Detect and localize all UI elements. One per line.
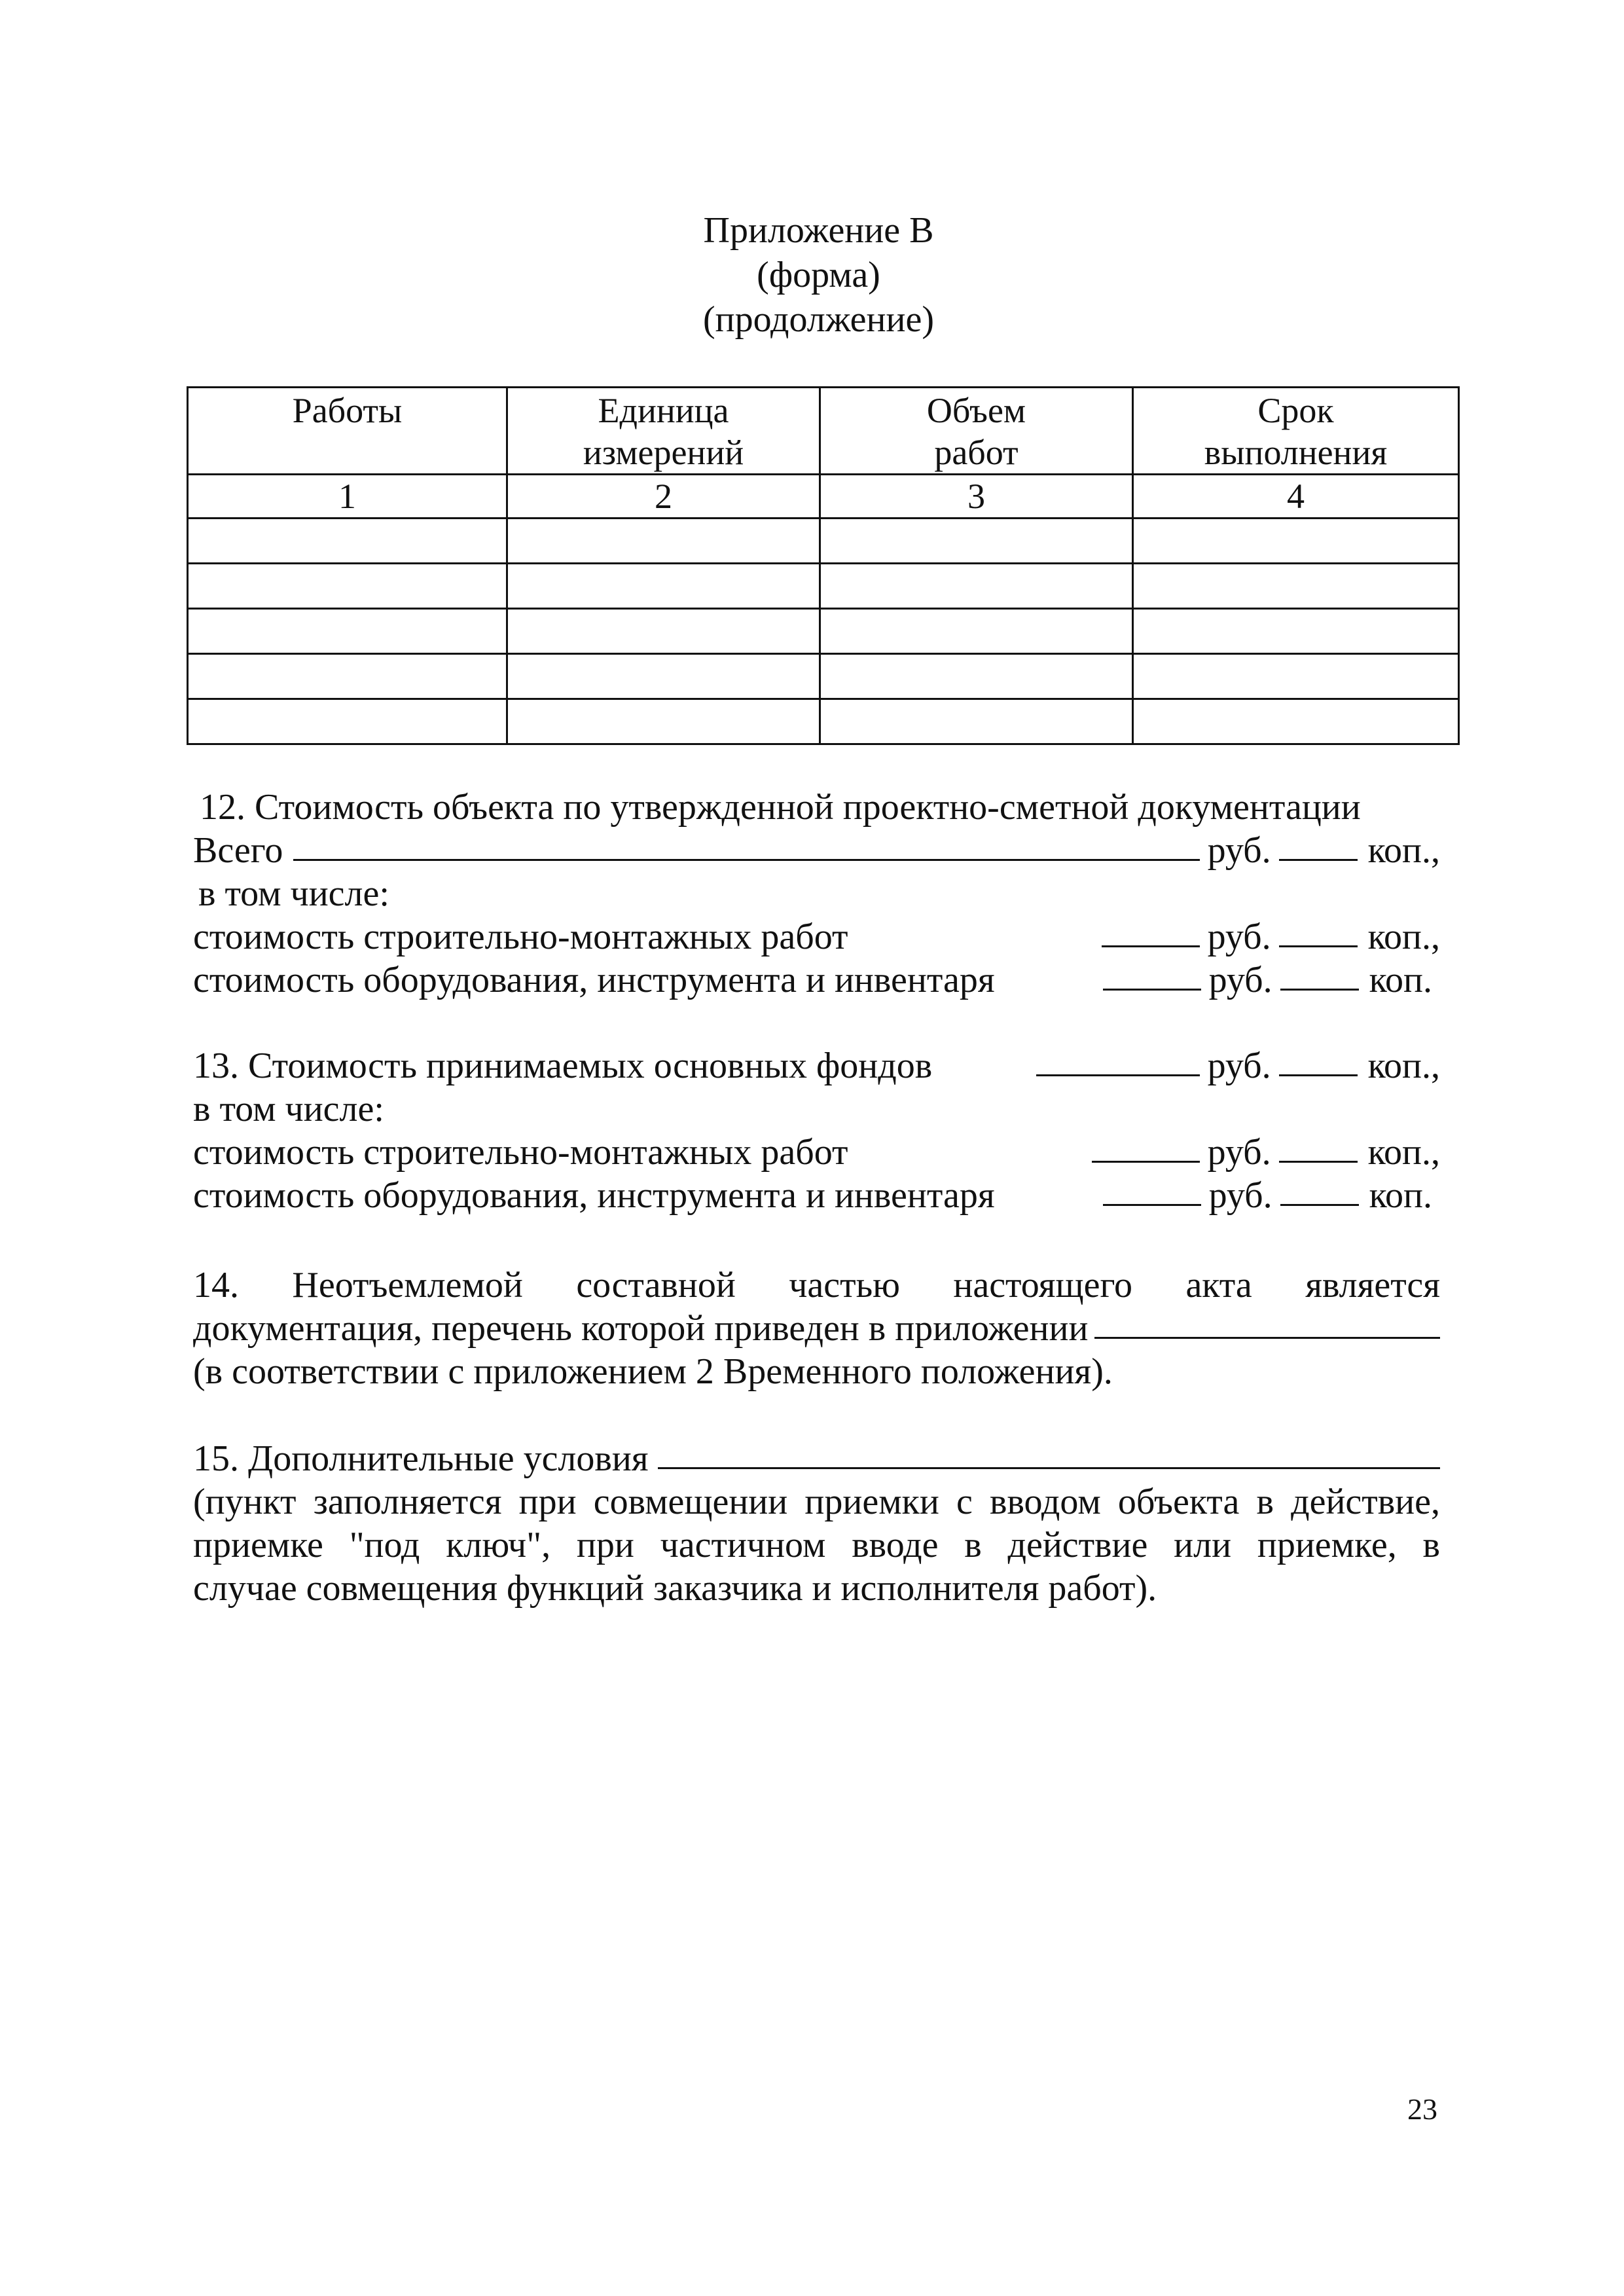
document-heading — [0, 208, 1624, 342]
table-cell[interactable] — [507, 609, 820, 654]
construction-cost-line — [193, 1131, 1440, 1174]
kop-label: коп., — [1367, 917, 1440, 957]
table-cell[interactable] — [1133, 609, 1459, 654]
table-cell[interactable] — [820, 609, 1133, 654]
total-cost-line — [193, 829, 1440, 872]
table-cell[interactable] — [820, 699, 1133, 744]
rub-label: руб. — [1207, 1046, 1271, 1086]
kop-label: коп., — [1367, 1132, 1440, 1173]
rub-label: руб. — [1207, 1132, 1271, 1173]
table-cell[interactable] — [188, 699, 507, 744]
table-cell[interactable] — [1133, 519, 1459, 564]
table-row — [188, 519, 1459, 564]
fixed-assets-kop-field[interactable] — [1279, 1074, 1358, 1076]
section-14-line-2: документация, перечень которой приведен в приложении — [193, 1307, 1440, 1350]
total-rub-field[interactable] — [293, 859, 1199, 861]
table-cell[interactable] — [188, 654, 507, 699]
equipment-kop-field[interactable] — [1280, 1204, 1359, 1206]
including-label: в том числе: — [198, 873, 389, 914]
kop-label: коп., — [1367, 830, 1440, 871]
section-15-line-2: (пункт заполняется при совмещении приемки с вводом объекта в действие, — [193, 1482, 1440, 1522]
kop-label: коп. — [1369, 1175, 1432, 1216]
fixed-assets-rub-field[interactable] — [1036, 1074, 1200, 1076]
table-cell[interactable] — [188, 564, 507, 609]
table-cell[interactable] — [507, 699, 820, 744]
page-number: 23 — [1407, 2092, 1437, 2126]
equipment-label: стоимость оборудования, инструмента и инвентаря — [193, 960, 995, 1000]
header-works: Работы — [188, 388, 507, 475]
section-12-title: 12. Стоимость объекта по утвержденной проектно-сметной документации — [200, 787, 1361, 828]
additional-conditions-field[interactable] — [658, 1467, 1440, 1469]
rub-label: руб. — [1208, 1175, 1272, 1216]
table-cell[interactable] — [1133, 699, 1459, 744]
construction-label: стоимость строительно-монтажных работ — [193, 917, 848, 957]
column-number: 4 — [1133, 475, 1459, 519]
header-volume: Объем работ — [820, 388, 1133, 475]
table-row — [188, 564, 1459, 609]
works-table — [187, 386, 1460, 745]
section-13-title: 13. Стоимость принимаемых основных фондов — [193, 1046, 933, 1086]
equipment-rub-field[interactable] — [1103, 1204, 1201, 1206]
form-label: (форма) — [757, 255, 880, 295]
section-14-line-3: (в соответствии с приложением 2 Временного положения). — [193, 1351, 1113, 1392]
construction-kop-field[interactable] — [1279, 945, 1358, 947]
rub-label: руб. — [1207, 830, 1271, 871]
equipment-cost-line — [193, 958, 1440, 1002]
header-deadline: Срок выполнения — [1133, 388, 1459, 475]
rub-label: руб. — [1207, 917, 1271, 957]
section-13 — [193, 1044, 1440, 1217]
total-label: Всего — [193, 830, 283, 871]
section-14-line-1: 14. Неотъемлемой составной частью настоящего акта является — [193, 1265, 1440, 1305]
continuation-label: (продолжение) — [703, 299, 934, 340]
section-12 — [193, 786, 1440, 1002]
header-unit: Единица измерений — [507, 388, 820, 475]
including-label: в том числе: — [193, 1089, 384, 1129]
total-kop-field[interactable] — [1279, 859, 1358, 861]
construction-cost-line — [193, 915, 1440, 958]
construction-rub-field[interactable] — [1102, 945, 1200, 947]
table-cell[interactable] — [188, 609, 507, 654]
column-number: 3 — [820, 475, 1133, 519]
table-cell[interactable] — [507, 519, 820, 564]
kop-label: коп., — [1367, 1046, 1440, 1086]
rub-label: руб. — [1208, 960, 1272, 1000]
table-cell[interactable] — [188, 519, 507, 564]
construction-kop-field[interactable] — [1279, 1161, 1358, 1163]
section-14 — [193, 1264, 1440, 1393]
table-cell[interactable] — [820, 654, 1133, 699]
table-row — [188, 654, 1459, 699]
table-cell[interactable] — [820, 519, 1133, 564]
column-number: 2 — [507, 475, 820, 519]
table-row — [188, 699, 1459, 744]
table-cell[interactable] — [1133, 564, 1459, 609]
table-cell[interactable] — [507, 564, 820, 609]
equipment-label: стоимость оборудования, инструмента и инвентаря — [193, 1175, 995, 1216]
column-number-row — [188, 475, 1459, 519]
equipment-kop-field[interactable] — [1280, 989, 1359, 991]
kop-label: коп. — [1369, 960, 1432, 1000]
section-15-title: 15. Дополнительные условия — [193, 1438, 649, 1479]
section-15-line-3: приемке "под ключ", при частичном вводе в действие или приемке, в — [193, 1525, 1440, 1565]
construction-label: стоимость строительно-монтажных работ — [193, 1132, 848, 1173]
section-15-line-4: случае совмещения функций заказчика и исполнителя работ). — [193, 1568, 1157, 1609]
table-row — [188, 609, 1459, 654]
table-cell[interactable] — [507, 654, 820, 699]
appendix-title: Приложение В — [703, 210, 934, 251]
table-header-row — [188, 388, 1459, 475]
fixed-assets-line — [193, 1044, 1440, 1087]
construction-rub-field[interactable] — [1092, 1161, 1200, 1163]
column-number: 1 — [188, 475, 507, 519]
table-cell[interactable] — [1133, 654, 1459, 699]
equipment-cost-line — [193, 1174, 1440, 1217]
appendix-reference-field[interactable] — [1094, 1337, 1440, 1339]
equipment-rub-field[interactable] — [1103, 989, 1201, 991]
section-15 — [193, 1437, 1440, 1610]
additional-conditions-line — [193, 1437, 1440, 1480]
table-cell[interactable] — [820, 564, 1133, 609]
